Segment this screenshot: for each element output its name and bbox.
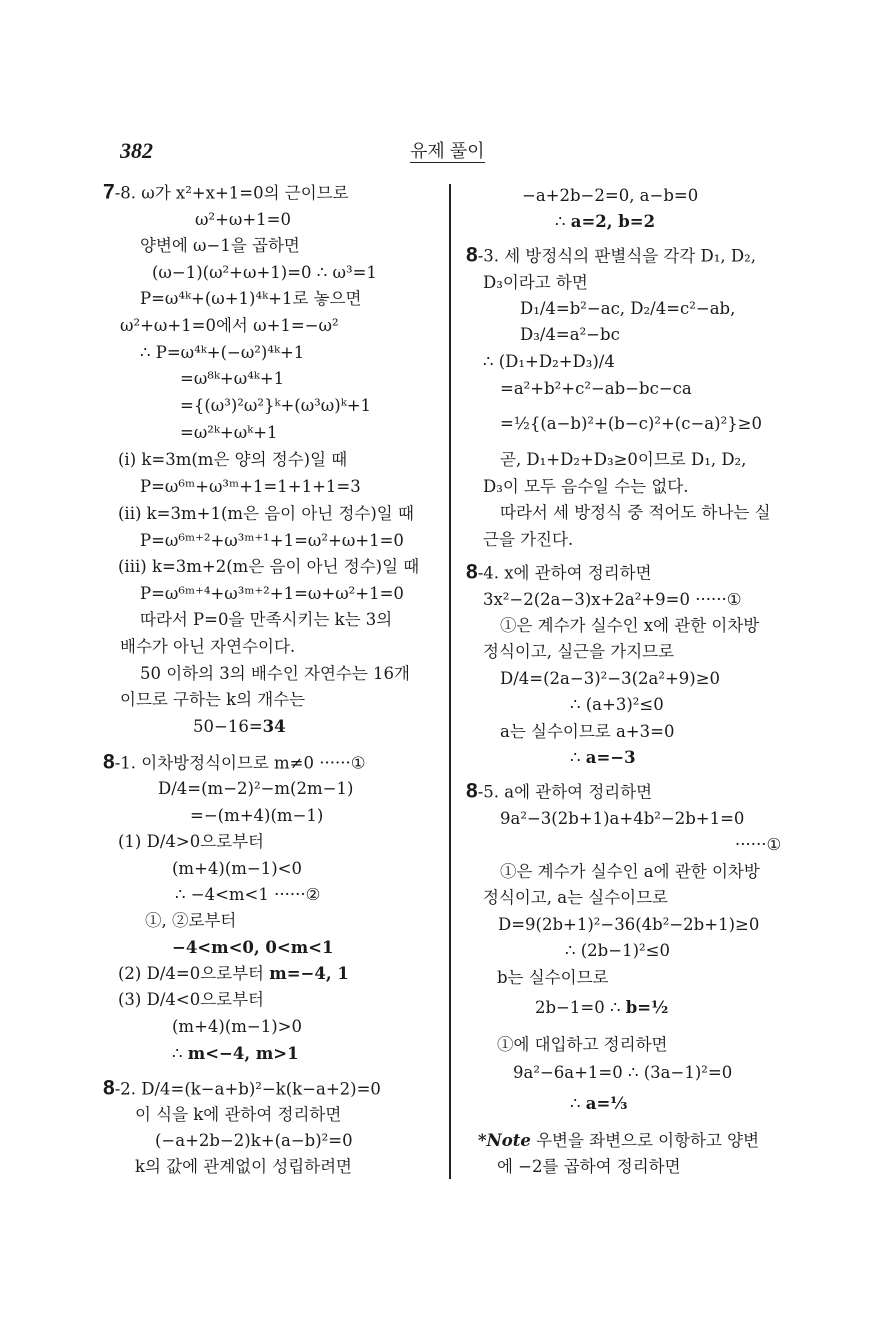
- line-text: 이므로 구하는 k의 개수는: [120, 690, 306, 709]
- text-line: [483, 642, 674, 662]
- line-text: ={(ω³)²ω²}ᵏ+(ω³ω)ᵏ+1: [180, 396, 372, 415]
- text-line: [500, 809, 744, 829]
- line-text: ∴ (2b−1)²≤0: [565, 941, 670, 960]
- text-line: [140, 289, 361, 309]
- line-text: ∴ (a+3)²≤0: [570, 695, 664, 714]
- text-line: [570, 748, 636, 768]
- line-text: (−a+2b−2)k+(a−b)²=0: [155, 1131, 353, 1150]
- text-line: [500, 669, 720, 689]
- text-line: [118, 832, 264, 852]
- text-line: [193, 717, 286, 737]
- text-line: [135, 1105, 341, 1125]
- line-text: ∴ (D₁+D₂+D₃)/4: [483, 352, 615, 371]
- text-line: [140, 584, 404, 604]
- problem-heading: [466, 243, 756, 267]
- text-line: [498, 915, 759, 935]
- text-line: [570, 695, 664, 715]
- line-text: D₃이라고 하면: [483, 273, 588, 292]
- line-text: 근을 가진다.: [483, 530, 574, 549]
- text-line: [118, 557, 419, 577]
- line-text: 3x²−2(2a−3)x+2a²+9=0 ······①: [483, 590, 742, 609]
- answer-text: 34: [262, 717, 286, 736]
- line-text: -8. ω가 x²+x+1=0의 근이므로: [114, 183, 349, 203]
- text-line: [483, 352, 615, 372]
- line-text: =−(m+4)(m−1): [190, 806, 324, 825]
- text-line: [500, 379, 692, 399]
- text-line: [497, 1035, 667, 1055]
- line-text: 이 식을 k에 관하여 정리하면: [135, 1105, 342, 1124]
- line-text: ∴: [172, 1044, 188, 1063]
- problem-heading: [103, 180, 349, 204]
- line-text: -3. 세 방정식의 판별식을 각각 D₁, D₂,: [477, 246, 756, 266]
- line-text: (m+4)(m−1)<0: [172, 859, 303, 878]
- answer-text: m=−4, 1: [269, 964, 349, 983]
- text-line: [180, 369, 284, 389]
- text-line: [172, 1017, 302, 1037]
- text-line: [135, 1157, 352, 1177]
- text-line: [520, 299, 735, 319]
- text-line: [172, 938, 333, 958]
- line-text: ①은 계수가 실수인 x에 관한 이차방: [500, 616, 760, 635]
- line-text: D/4=(m−2)²−m(2m−1): [158, 779, 354, 798]
- line-text: ω²+ω+1=0에서 ω+1=−ω²: [120, 316, 339, 335]
- text-line: [500, 862, 760, 882]
- line-text: 정식이고, 실근을 가지므로: [483, 642, 675, 661]
- text-line: [565, 941, 670, 961]
- line-text: 배수가 아닌 자연수이다.: [120, 637, 296, 656]
- line-text: −a+2b−2=0, a−b=0: [522, 186, 699, 205]
- line-text: -1. 이차방정식이므로 m≠0 ······①: [114, 753, 366, 773]
- column-divider: [449, 184, 451, 1179]
- line-text: D₃이 모두 음수일 수는 없다.: [483, 477, 689, 496]
- line-text: 곧, D₁+D₂+D₃≥0이므로 D₁, D₂,: [500, 450, 747, 469]
- line-text: (2) D/4=0으로부터: [118, 964, 270, 983]
- text-line: [483, 273, 588, 293]
- line-text: =a²+b²+c²−ab−bc−ca: [500, 379, 692, 398]
- line-text: (ii) k=3m+1(m은 음이 아닌 정수)일 때: [118, 504, 414, 523]
- problem-heading: [466, 560, 652, 584]
- line-text: ∴: [570, 748, 586, 767]
- text-line: [513, 1063, 732, 1083]
- answer-text: a=−3: [585, 748, 636, 767]
- text-line: [555, 212, 655, 232]
- text-line: [500, 722, 674, 742]
- line-text: ①은 계수가 실수인 a에 관한 이차방: [500, 862, 760, 881]
- text-line: [497, 1157, 681, 1177]
- note-label: *Note: [478, 1131, 531, 1150]
- text-line: [180, 396, 371, 416]
- line-text: P=ω⁶ᵐ⁺²+ω³ᵐ⁺¹+1=ω²+ω+1=0: [140, 531, 404, 550]
- line-text: 양변에 ω−1을 곱하면: [140, 236, 300, 255]
- line-text: ∴: [555, 212, 571, 231]
- line-text: (3) D/4<0으로부터: [118, 990, 264, 1009]
- problem-heading: [466, 779, 653, 803]
- section-title: 유제 풀이: [410, 141, 485, 161]
- line-text: ①에 대입하고 정리하면: [497, 1035, 668, 1054]
- text-line: [118, 450, 347, 470]
- text-line: [155, 1131, 353, 1151]
- problem-number: 8: [466, 779, 478, 803]
- text-line: [140, 610, 392, 630]
- problem-heading: [103, 1076, 381, 1100]
- line-text: P=ω⁶ᵐ+ω³ᵐ+1=1+1+1=3: [140, 477, 361, 496]
- text-line: [152, 263, 377, 283]
- line-text: -4. x에 관하여 정리하면: [477, 563, 652, 583]
- text-line: [522, 186, 698, 206]
- answer-text: a=2, b=2: [570, 212, 656, 231]
- text-line: [140, 664, 410, 684]
- problem-heading: [103, 750, 366, 774]
- text-line: [180, 423, 278, 443]
- problem-number: 8: [103, 750, 115, 774]
- line-text: a는 실수이므로 a+3=0: [500, 722, 675, 741]
- line-text: 에 −2를 곱하여 정리하면: [497, 1157, 681, 1176]
- text-line: [172, 859, 302, 879]
- text-line: [497, 968, 608, 988]
- problem-number: 7: [103, 180, 115, 204]
- line-text: =ω²ᵏ+ωᵏ+1: [180, 423, 278, 442]
- line-text: P=ω⁴ᵏ+(ω+1)⁴ᵏ+1로 놓으면: [140, 289, 362, 308]
- text-line: [145, 911, 236, 931]
- text-line: [478, 1131, 759, 1151]
- text-line: [483, 590, 742, 610]
- line-text: (iii) k=3m+2(m은 음이 아닌 정수)일 때: [118, 557, 420, 576]
- text-line: [120, 690, 305, 710]
- line-text: 9a²−3(2b+1)a+4b²−2b+1=0: [500, 809, 745, 828]
- line-text: ω²+ω+1=0: [195, 210, 291, 229]
- text-line: [520, 325, 620, 345]
- line-text: 2b−1=0 ∴: [535, 998, 626, 1017]
- line-text: 50 이하의 3의 배수인 자연수는 16개: [140, 664, 410, 683]
- text-line: [118, 504, 414, 524]
- line-text: ······①: [735, 835, 782, 854]
- answer-text: m<−4, m>1: [187, 1044, 299, 1063]
- text-line: [120, 637, 295, 657]
- line-text: (1) D/4>0으로부터: [118, 832, 264, 851]
- text-line: [140, 236, 300, 256]
- line-text: P=ω⁶ᵐ⁺⁴+ω³ᵐ⁺²+1=ω+ω²+1=0: [140, 584, 404, 603]
- text-line: [195, 210, 291, 230]
- line-text: ∴ −4<m<1 ······②: [175, 885, 321, 904]
- line-text: (ω−1)(ω²+ω+1)=0 ∴ ω³=1: [152, 263, 377, 282]
- line-text: 우변을 좌변으로 이항하고 양변: [530, 1131, 760, 1150]
- text-line: [483, 477, 688, 497]
- line-text: =ω⁸ᵏ+ω⁴ᵏ+1: [180, 369, 285, 388]
- page-number: 382: [120, 138, 153, 163]
- text-line: [140, 531, 404, 551]
- line-text: D₁/4=b²−ac, D₂/4=c²−ab,: [520, 299, 736, 318]
- line-text: D=9(2b+1)²−36(4b²−2b+1)≥0: [498, 915, 760, 934]
- text-line: [500, 503, 771, 523]
- line-text: k의 값에 관계없이 성립하려면: [135, 1157, 353, 1176]
- text-line: [570, 1094, 627, 1114]
- line-text: =½{(a−b)²+(b−c)²+(c−a)²}≥0: [500, 414, 763, 433]
- line-text: 50−16=: [193, 717, 263, 736]
- text-line: [118, 990, 264, 1010]
- problem-number: 8: [466, 560, 478, 584]
- text-line: [190, 806, 323, 826]
- text-line: [500, 616, 759, 636]
- line-text: -5. a에 관하여 정리하면: [477, 782, 653, 802]
- text-line: [118, 964, 349, 984]
- line-text: ∴: [570, 1094, 586, 1113]
- text-line: [172, 1044, 299, 1064]
- line-text: ①, ②로부터: [145, 911, 237, 930]
- text-line: [735, 835, 781, 855]
- problem-number: 8: [466, 243, 478, 267]
- text-line: [175, 885, 320, 905]
- line-text: b는 실수이므로: [497, 968, 609, 987]
- answer-text: a=⅓: [585, 1094, 628, 1113]
- problem-number: 8: [103, 1076, 115, 1100]
- line-text: 따라서 P=0을 만족시키는 k는 3의: [140, 610, 393, 629]
- text-line: [120, 316, 339, 336]
- text-line: [140, 477, 361, 497]
- text-line: [140, 343, 304, 363]
- line-text: ∴ P=ω⁴ᵏ+(−ω²)⁴ᵏ+1: [140, 343, 305, 362]
- text-line: [483, 888, 668, 908]
- line-text: (m+4)(m−1)>0: [172, 1017, 303, 1036]
- text-line: [535, 998, 668, 1018]
- text-line: [500, 414, 762, 434]
- answer-text: b=½: [625, 998, 669, 1017]
- line-text: (i) k=3m(m은 양의 정수)일 때: [118, 450, 348, 469]
- line-text: 9a²−6a+1=0 ∴ (3a−1)²=0: [513, 1063, 733, 1082]
- line-text: D₃/4=a²−bc: [520, 325, 620, 344]
- text-line: [500, 450, 746, 470]
- answer-text: −4<m<0, 0<m<1: [172, 938, 334, 957]
- text-line: [158, 779, 353, 799]
- line-text: 정식이고, a는 실수이므로: [483, 888, 668, 907]
- line-text: -2. D/4=(k−a+b)²−k(k−a+2)=0: [114, 1079, 381, 1099]
- line-text: D/4=(2a−3)²−3(2a²+9)≥0: [500, 669, 721, 688]
- text-line: [483, 530, 573, 550]
- line-text: 따라서 세 방정식 중 적어도 하나는 실: [500, 503, 771, 522]
